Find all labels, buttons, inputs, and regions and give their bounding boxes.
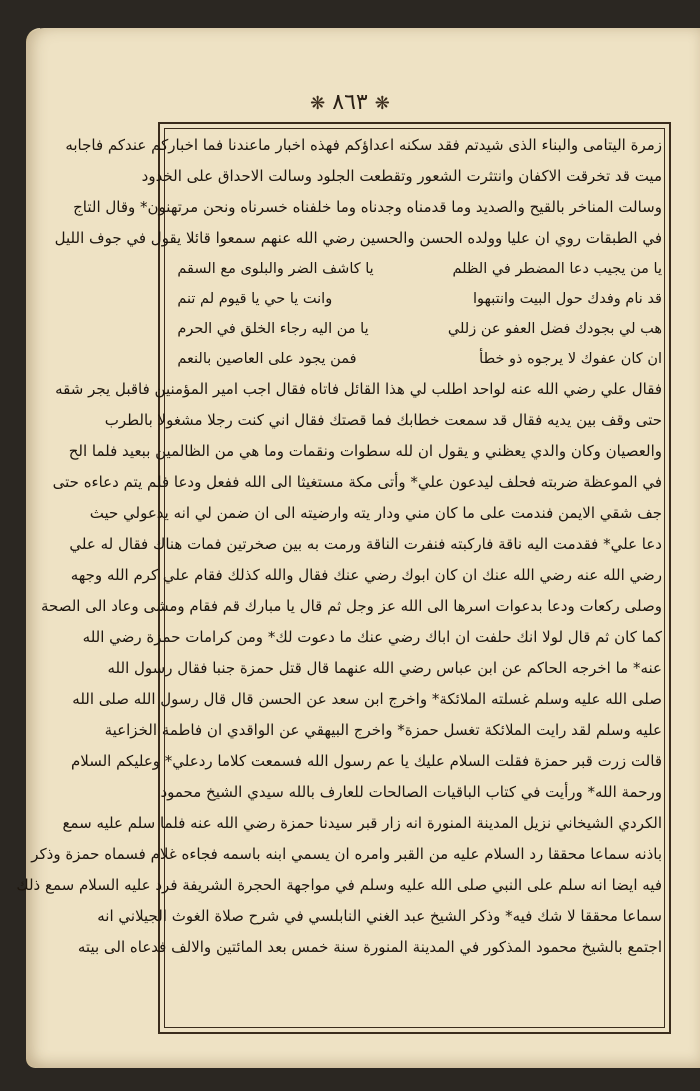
body-text bbox=[16, 130, 662, 963]
poem-first-hemistich: يا من يجيب دعا المضطر في الظلم bbox=[452, 261, 662, 277]
text-line: سماعا محققا لا شك فيه* وذكر الشيخ عبد الغني النابلسي في شرح صلاة الغوث الجيلاني انه bbox=[97, 907, 662, 925]
text-line: ميت قد تخرقت الاكفان وانتثرت الشعور وتقطعت الجلود وسالت الاحداق على الخدود bbox=[141, 167, 662, 185]
poem-second-hemistich: يا من اليه رجاء الخلق في الحرم bbox=[177, 321, 369, 337]
text-line: الكردي الشيخاني نزيل المدينة المنورة انه زار قبر سيدنا حمزة رضي الله عنه فلما سلم عليه سمع bbox=[62, 814, 662, 832]
text-line: اجتمع بالشيخ محمود المذكور في المدينة المنورة سنة خمس بعد المائتين والالف فدعاه الى بيته bbox=[77, 938, 662, 956]
poem-first-hemistich: قد نام وفدك حول البيت وانتبهوا bbox=[473, 291, 662, 307]
text-line: رضي الله عنه رضي الله عنك ان كان ابوك رضي عنك فقال والله كذلك فقام علي كرم الله وجهه bbox=[70, 566, 662, 584]
poem-verse bbox=[162, 254, 662, 284]
text-line: عنه* ما اخرجه الحاكم عن ابن عباس رضي الله عنهما قال قتل حمزة جنبا فقال رسول الله bbox=[107, 659, 662, 677]
text-line: صلى الله عليه وسلم غسلته الملائكة* واخرج ابن سعد عن الحسن قال قال رسول الله صلى الله bbox=[72, 690, 662, 708]
text-line: وصلى ركعات ودعا بدعوات اسرها الى الله عز وجل ثم قال يا مبارك قم فقام ومشى وعاد الى الصحة bbox=[40, 597, 662, 615]
poem-block bbox=[162, 254, 662, 374]
text-line: قالت زرت قبر حمزة فقلت السلام عليك يا عم رسول الله فسمعت كلاما ردعلي* وعليكم السلام bbox=[70, 752, 662, 770]
page-number: ٨٦٣ bbox=[332, 90, 368, 115]
text-line: جف شقي الايمن فندمت على ما كان مني ودار يته وارضيته الى ان ضمن لي انه يدعولي حيث bbox=[89, 504, 662, 522]
text-line: ورحمة الله* ورأيت في كتاب الباقيات الصالحات للعارف بالله سيدي الشيخ محمود bbox=[160, 783, 662, 801]
text-line: فقال علي رضي الله عنه لواحد اطلب لي هذا القائل فاتاه فقال اجب امير المؤمنين فاقبل يجر شقه bbox=[55, 380, 662, 398]
text-line: وسالت المناخر بالقيح والصديد وما قدمناه وجدناه وما خلفناه خسرناه ونحن مرتهنون* وقال التاج bbox=[73, 198, 662, 216]
poem-first-hemistich: ان كان عفوك لا يرجوه ذو خطأ bbox=[479, 351, 662, 367]
text-line: والعصيان وكان والدي يعظني و يقول ان لله سطوات ونقمات وما هي من الظالمين ببعيد فلما الح bbox=[68, 442, 662, 460]
text-line: في الموعظة ضربته فحلف ليدعون علي* وأتى مكة مستغيثا الى الله ففعل ودعا فلم يتم دعاءه حتى bbox=[52, 473, 662, 491]
text-line: عليه وسلم لقد رايت الملائكة تغسل حمزة* واخرج البيهقي عن الواقدي ان فاطمة الخزاعية bbox=[104, 721, 662, 739]
poem-second-hemistich: فمن يجود على العاصين بالنعم bbox=[177, 351, 357, 367]
page-header bbox=[0, 90, 700, 115]
text-line: زمرة اليتامى والبناء الذى شيدتم فقد سكنه اعداؤكم فهذه اخبار ماعندنا فما اخباركم عندكم فاجابه bbox=[65, 136, 662, 154]
ornament-icon: ❋ bbox=[310, 93, 326, 114]
poem-second-hemistich: يا كاشف الضر والبلوى مع السقم bbox=[177, 261, 374, 277]
text-line: كما كان ثم قال لولا انك حلفت ان اباك رضي عنك ما دعوت لك* ومن كرامات حمزة رضي الله bbox=[82, 628, 662, 646]
text-line: دعا علي* فقدمت اليه ناقة فاركبته فنفرت الناقة ورمت به بين صخرتين فمات هناك فقال له علي bbox=[69, 535, 662, 553]
poem-second-hemistich: وانت يا حي يا قيوم لم تنم bbox=[177, 291, 333, 307]
text-line: حتى وقف بين يديه فقال قد سمعت خطابك فما قصتك فقال اني كنت رجلا مشغولا بالطرب bbox=[104, 411, 662, 429]
poem-verse bbox=[162, 284, 662, 314]
ornament-icon: ❋ bbox=[374, 93, 390, 114]
text-line: في الطبقات روي ان عليا وولده الحسن والحسين رضي الله عنهم سمعوا قائلا يقول في جوف الليل bbox=[54, 229, 662, 247]
poem-verse bbox=[162, 314, 662, 344]
text-line: باذنه سماعا محققا رد السلام عليه من القبر وامره ان يسمي ابنه باسمه فجاءه غلام فسماه حمزة وذكر bbox=[31, 845, 662, 863]
poem-first-hemistich: هب لي بجودك فضل العفو عن زللي bbox=[447, 321, 662, 337]
text-line: فيه ايضا انه سلم على النبي صلى الله عليه وسلم في مواجهة الحجرة الشريفة فرد عليه السلام سمع ذلك bbox=[16, 876, 662, 894]
poem-verse bbox=[162, 344, 662, 374]
